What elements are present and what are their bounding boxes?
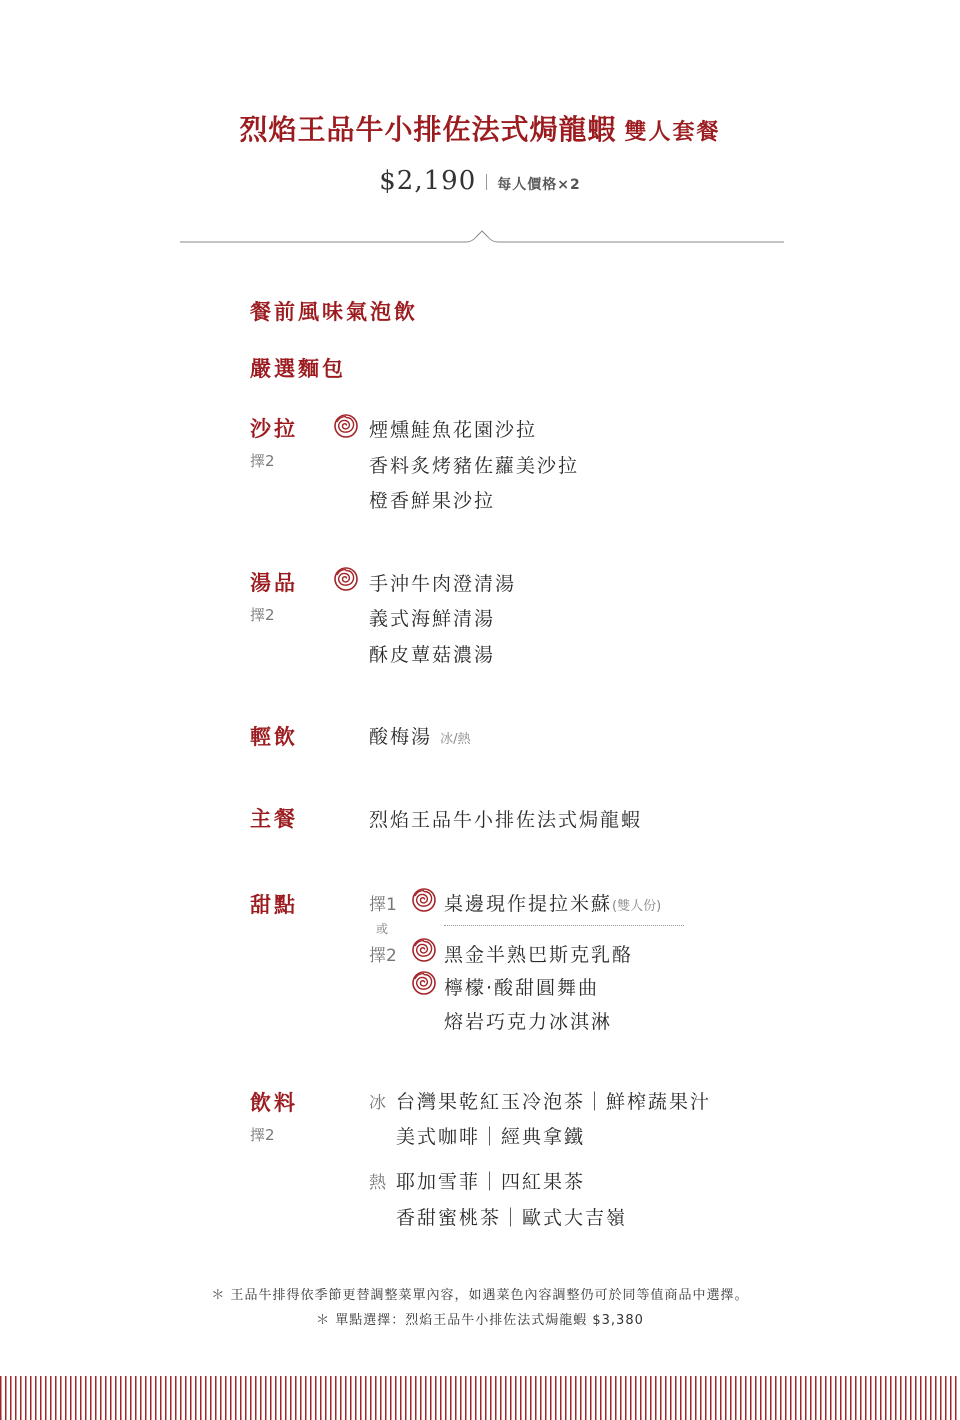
dessert-item: 熔岩巧克力冰淇淋 [444,1011,613,1033]
rose-icon [411,887,437,913]
salad-item: 香料炙烤豬佐蘿美沙拉 [369,455,580,477]
soup-item: 酥皮蕈菇濃湯 [369,644,496,666]
soup-item: 手沖牛肉澄清湯 [369,573,517,595]
light-drink-row [369,722,470,749]
section-aperitif: 餐前風味氣泡飲 [250,300,418,324]
soup-item: 義式海鮮清湯 [369,608,496,630]
beverage-cold-item: 台灣果乾紅玉冷泡茶｜鮮榨蔬果汁 [396,1091,712,1113]
dotted-divider [444,925,684,926]
beverage-cold-item: 美式咖啡｜經典拿鐵 [396,1126,586,1148]
salad-choose: 擇2 [250,452,275,470]
beverage-hot-item: 香甜蜜桃茶｜歐式大吉嶺 [396,1207,628,1229]
title-sub: 雙人套餐 [624,120,721,145]
dessert-or: 或 [376,922,389,936]
dessert-item: 檸檬‧酸甜圓舞曲 [444,977,600,999]
dessert-option-1-note: (雙人份) [612,899,662,914]
rose-icon [333,566,359,592]
price-separator [486,174,487,190]
section-bread: 嚴選麵包 [250,357,346,381]
section-dessert: 甜點 [250,893,298,917]
soup-choose: 擇2 [250,606,275,624]
section-salad: 沙拉 [250,417,298,441]
rose-icon [333,413,359,439]
rose-icon [411,970,437,996]
main-item: 烈焰王品牛小排佐法式焗龍蝦 [369,809,643,831]
footer-note-1: ＊ 王品牛排得依季節更替調整菜單內容，如遇菜色內容調整仍可於同等值商品中選擇。 [211,1288,749,1303]
dessert-choose-2: 擇2 [369,946,397,966]
section-main: 主餐 [250,807,298,831]
footer-note-2: ＊ 單點選擇：烈焰王品牛小排佐法式焗龍蝦 $3,380 [316,1313,644,1328]
beverage-hot-tag: 熱 [369,1173,386,1193]
dessert-option-1 [444,889,661,916]
price-note: 每人價格×2 [497,177,581,193]
light-drink-item: 酸梅湯 [369,726,433,748]
section-light-drink: 輕飲 [250,725,298,749]
price-row [0,166,960,196]
dessert-choose-1: 擇1 [369,895,397,915]
menu-title [0,108,960,148]
beverage-cold-tag: 冰 [369,1093,386,1113]
title-main: 烈焰王品牛小排佐法式焗龍蝦 [239,113,617,146]
header-divider [180,226,784,246]
beverage-hot-item: 耶加雪菲｜四紅果茶 [396,1171,586,1193]
beverage-choose: 擇2 [250,1126,275,1144]
salad-item: 橙香鮮果沙拉 [369,490,496,512]
light-drink-note: 冰/熱 [440,732,471,747]
rose-icon [411,937,437,963]
dessert-item: 黑金半熟巴斯克乳酪 [444,944,634,966]
section-soup: 湯品 [250,571,298,595]
price: $2,190 [379,166,477,196]
dessert-option-1-name: 桌邊現作提拉米蘇 [444,893,613,915]
salad-item: 煙燻鮭魚花園沙拉 [369,419,538,441]
section-beverage: 飲料 [250,1091,298,1115]
stripe-border [0,1376,960,1420]
